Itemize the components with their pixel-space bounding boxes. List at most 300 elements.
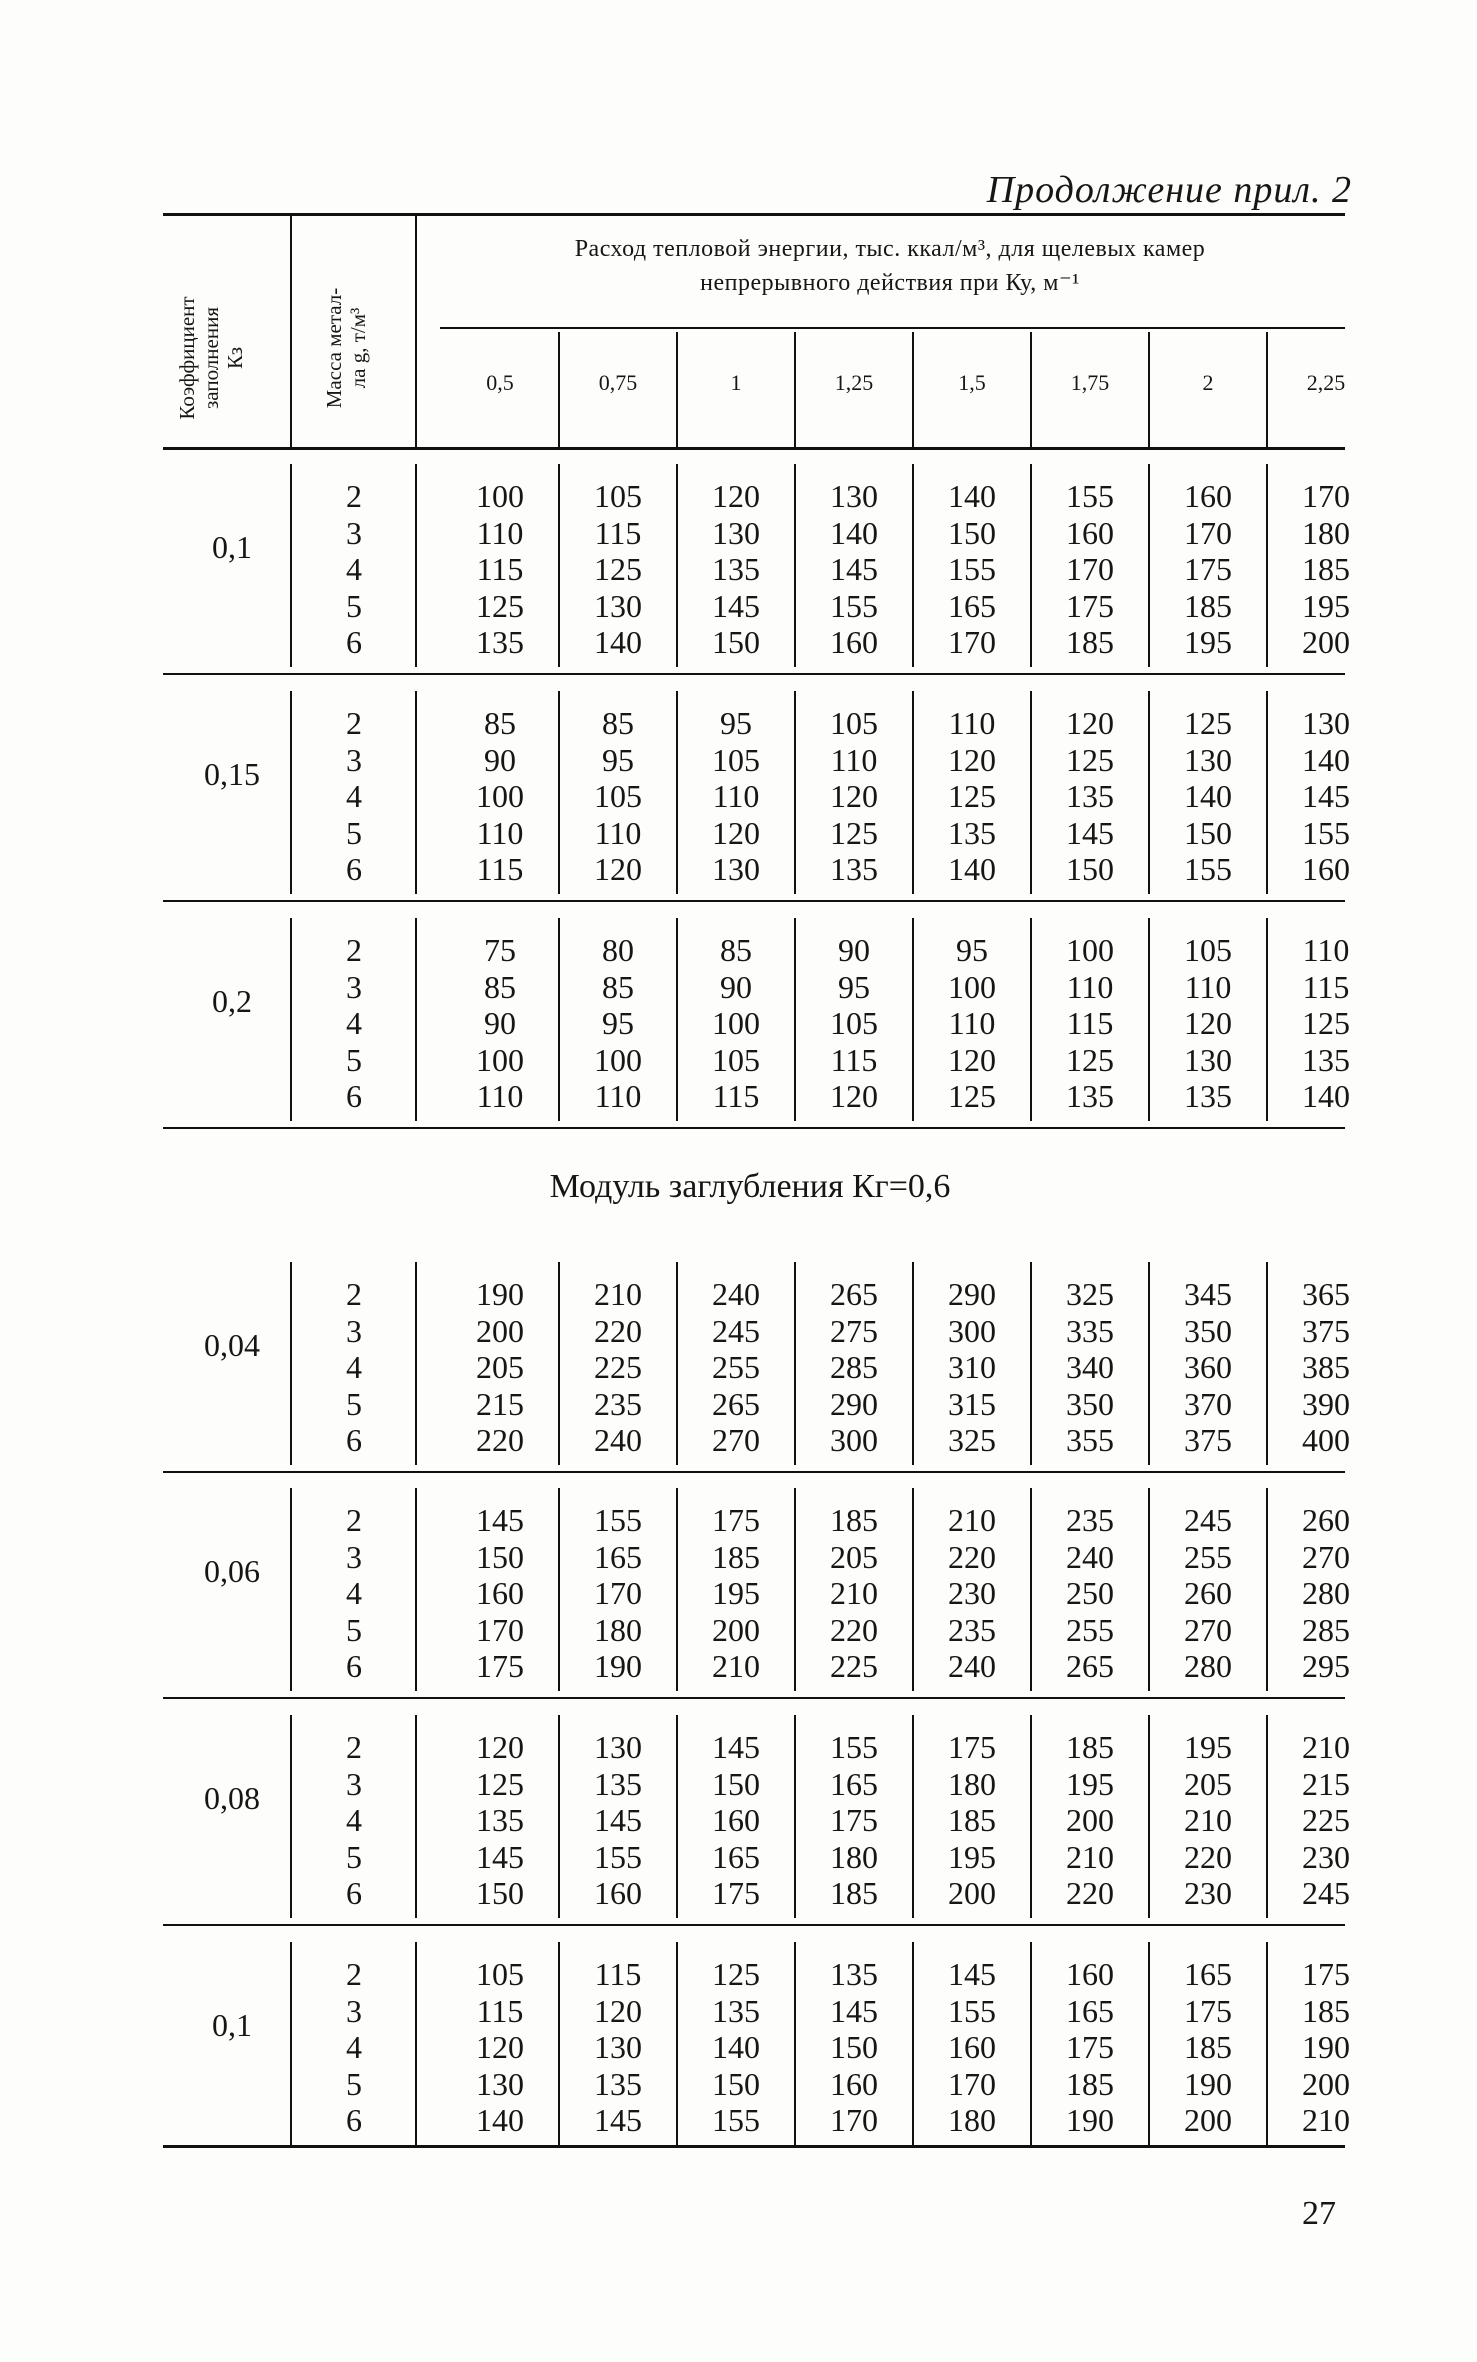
heat-value-cell: 180 [948, 2102, 996, 2138]
ky-value: 2 [1202, 370, 1214, 395]
heat-value-cell: 155 [948, 1992, 996, 2029]
heat-value-cell: 160 [1184, 478, 1232, 514]
heat-value-cell: 180 [830, 1838, 878, 1875]
heat-value-cell: 150 [1184, 814, 1232, 851]
metal-mass-value: 4 [346, 2029, 362, 2065]
heat-value-cell: 260 [1184, 1575, 1232, 1611]
ky-value: 1,5 [958, 370, 986, 395]
heat-value-cell: 185 [1066, 1729, 1114, 1765]
rule-block-vert [912, 1488, 914, 1691]
rule-block-vert [794, 464, 796, 667]
heat-value-cell: 190 [594, 1648, 642, 1684]
heat-value-cell: 255 [1184, 1538, 1232, 1575]
rule-block-bottom [163, 1471, 1345, 1473]
heat-value-cell: 95 [720, 705, 752, 741]
heat-value-cell: 130 [594, 587, 642, 624]
heat-value-column [1268, 932, 1384, 1115]
heat-value-cell: 220 [948, 1538, 996, 1575]
rule-block-vert [1030, 1262, 1032, 1465]
heat-value-cell: 260 [1302, 1502, 1350, 1538]
heat-value-cell: 335 [1066, 1312, 1114, 1349]
fill-coefficient-value: 0,1 [212, 529, 252, 566]
rule-block-vert [415, 1262, 417, 1465]
heat-value-cell: 120 [830, 778, 878, 814]
heat-value-column [442, 1956, 558, 2139]
heat-value-cell: 205 [476, 1349, 524, 1385]
metal-mass-value: 3 [346, 1538, 362, 1575]
heat-value-cell: 375 [1184, 1422, 1232, 1458]
heat-value-cell: 175 [1302, 1956, 1350, 1992]
heat-value-column [796, 1502, 912, 1685]
rule-block-vert [676, 464, 678, 667]
metal-mass-value: 5 [346, 1611, 362, 1648]
heat-value-cell: 275 [830, 1312, 878, 1349]
heat-value-cell: 135 [476, 624, 524, 660]
heat-value-cell: 390 [1302, 1385, 1350, 1422]
heat-value-cell: 115 [1302, 968, 1350, 1005]
header-line: Коэффициент [175, 296, 199, 420]
metal-mass-value: 5 [346, 1838, 362, 1875]
rule-block-vert [558, 691, 560, 894]
heat-value-column [678, 1276, 794, 1459]
heat-value-cell: 125 [1302, 1005, 1350, 1041]
heat-value-cell: 185 [830, 1502, 878, 1538]
rule-header-vert [558, 332, 560, 447]
rule-block-vert [558, 1262, 560, 1465]
heat-value-cell: 325 [1066, 1276, 1114, 1312]
rule-block-vert [794, 1488, 796, 1691]
rule-block-vert [1030, 1488, 1032, 1691]
ky-value: 1,75 [1070, 370, 1110, 395]
heat-value-column [1150, 705, 1266, 888]
heat-value-cell: 135 [712, 551, 760, 587]
heat-value-cell: 135 [1302, 1041, 1350, 1078]
heat-value-cell: 250 [1066, 1575, 1114, 1611]
rule-block-vert [1030, 691, 1032, 894]
rule-block-vert [912, 1262, 914, 1465]
heat-value-column [796, 932, 912, 1115]
heat-value-cell: 135 [476, 1802, 524, 1838]
heat-value-cell: 120 [1066, 705, 1114, 741]
metal-mass-value: 4 [346, 778, 362, 814]
heat-value-cell: 130 [1302, 705, 1350, 741]
rule-top [163, 213, 1345, 216]
heat-value-cell: 200 [476, 1312, 524, 1349]
fill-coefficient-value: 0,08 [204, 1780, 260, 1817]
heat-value-cell: 190 [476, 1276, 524, 1312]
heat-value-cell: 240 [712, 1276, 760, 1312]
column-header-fill-coefficient [175, 258, 255, 458]
heat-value-column [678, 1956, 794, 2139]
metal-mass-column [314, 932, 394, 1115]
rule-header-vert [415, 216, 417, 447]
heat-value-column [1268, 1729, 1384, 1912]
rule-block-vert [1148, 464, 1150, 667]
heat-value-cell: 140 [712, 2029, 760, 2065]
heat-value-cell: 195 [1302, 587, 1350, 624]
page-title: Продолжение прил. 2 [986, 169, 1352, 211]
heat-value-cell: 280 [1302, 1575, 1350, 1611]
rule-block-bottom [163, 1697, 1345, 1699]
heat-value-cell: 150 [948, 514, 996, 551]
rule-block-vert [676, 691, 678, 894]
heat-value-cell: 90 [720, 968, 752, 1005]
heat-value-cell: 345 [1184, 1276, 1232, 1312]
heat-value-column [678, 705, 794, 888]
rule-block-bottom [163, 1127, 1345, 1129]
heat-value-cell: 190 [1302, 2029, 1350, 2065]
heat-value-cell: 155 [1302, 814, 1350, 851]
heat-value-cell: 135 [594, 1765, 642, 1802]
heat-value-cell: 150 [830, 2029, 878, 2065]
rule-block-vert [794, 918, 796, 1121]
rule-header-vert [912, 332, 914, 447]
heat-value-cell: 270 [1184, 1611, 1232, 1648]
rule-block-vert [290, 1488, 292, 1691]
rule-header-mid [440, 327, 1345, 329]
heat-value-cell: 165 [830, 1765, 878, 1802]
heat-value-column [796, 1956, 912, 2139]
heat-value-cell: 215 [1302, 1765, 1350, 1802]
heat-value-cell: 185 [830, 1875, 878, 1911]
heat-value-cell: 285 [1302, 1611, 1350, 1648]
heat-value-cell: 125 [830, 814, 878, 851]
heat-value-column [796, 1276, 912, 1459]
heat-value-cell: 245 [1184, 1502, 1232, 1538]
heat-value-column [796, 705, 912, 888]
heat-value-cell: 195 [1184, 1729, 1232, 1765]
heat-value-cell: 195 [948, 1838, 996, 1875]
heat-value-cell: 385 [1302, 1349, 1350, 1385]
heat-value-cell: 150 [476, 1875, 524, 1911]
heat-value-cell: 100 [476, 778, 524, 814]
metal-mass-value: 2 [346, 932, 362, 968]
heat-value-cell: 400 [1302, 1422, 1350, 1458]
heat-value-cell: 370 [1184, 1385, 1232, 1422]
heat-value-cell: 220 [1066, 1875, 1114, 1911]
heat-value-cell: 185 [1302, 1992, 1350, 2029]
rule-block-vert [676, 1262, 678, 1465]
heat-value-column [1268, 1502, 1384, 1685]
rule-block-vert [794, 691, 796, 894]
heat-value-cell: 235 [1066, 1502, 1114, 1538]
heat-value-cell: 300 [948, 1312, 996, 1349]
heat-value-cell: 155 [594, 1502, 642, 1538]
heat-value-cell: 85 [484, 968, 516, 1005]
rule-block-vert [1266, 918, 1268, 1121]
heat-value-cell: 75 [484, 932, 516, 968]
heat-value-cell: 160 [1066, 1956, 1114, 1992]
rule-block-vert [1266, 1715, 1268, 1918]
metal-mass-column [314, 705, 394, 888]
metal-mass-value: 6 [346, 624, 362, 660]
header-line: заполнения [199, 307, 223, 409]
rule-block-vert [676, 1942, 678, 2145]
metal-mass-value: 6 [346, 1422, 362, 1458]
heat-value-cell: 100 [594, 1041, 642, 1078]
heat-value-cell: 110 [594, 814, 642, 851]
rule-block-vert [290, 1262, 292, 1465]
heat-value-column [1268, 1956, 1384, 2139]
heat-value-cell: 155 [594, 1838, 642, 1875]
heat-value-cell: 225 [830, 1648, 878, 1684]
heat-value-cell: 200 [948, 1875, 996, 1911]
heat-value-cell: 265 [830, 1276, 878, 1312]
heat-value-cell: 110 [948, 1005, 996, 1041]
heat-value-column [1268, 1276, 1384, 1459]
rule-block-bottom [163, 673, 1345, 675]
heat-value-cell: 200 [1302, 2065, 1350, 2102]
heat-value-column [914, 705, 1030, 888]
heat-value-cell: 175 [948, 1729, 996, 1765]
heat-value-cell: 140 [594, 624, 642, 660]
heat-value-cell: 135 [1066, 1078, 1114, 1114]
rule-block-vert [415, 1942, 417, 2145]
heat-value-cell: 245 [1302, 1875, 1350, 1911]
heat-value-column [914, 1276, 1030, 1459]
heat-value-column [442, 705, 558, 888]
heat-value-cell: 150 [476, 1538, 524, 1575]
rule-block-vert [1148, 1488, 1150, 1691]
heat-value-column [442, 1276, 558, 1459]
heat-value-cell: 110 [1066, 968, 1114, 1005]
heat-value-cell: 105 [830, 705, 878, 741]
rule-header-vert [1148, 332, 1150, 447]
heat-value-column [1032, 932, 1148, 1115]
heat-value-cell: 125 [476, 587, 524, 624]
heat-value-cell: 195 [1184, 624, 1232, 660]
heat-value-cell: 110 [830, 741, 878, 778]
heat-value-cell: 135 [1184, 1078, 1232, 1114]
heat-value-cell: 210 [712, 1648, 760, 1684]
rule-block-vert [1030, 918, 1032, 1121]
heat-value-cell: 125 [476, 1765, 524, 1802]
heat-value-cell: 155 [830, 1729, 878, 1765]
heat-value-cell: 105 [594, 778, 642, 814]
heat-value-cell: 175 [830, 1802, 878, 1838]
heat-value-cell: 125 [594, 551, 642, 587]
heat-value-column [1150, 1729, 1266, 1912]
heat-value-cell: 100 [476, 478, 524, 514]
rule-header-bottom [163, 447, 1345, 450]
heat-value-cell: 315 [948, 1385, 996, 1422]
rule-block-vert [1266, 1262, 1268, 1465]
rule-block-vert [1148, 918, 1150, 1121]
metal-mass-value: 4 [346, 1005, 362, 1041]
header-line: непрерывного действия при Ку, м⁻¹ [700, 270, 1080, 296]
heat-value-cell: 145 [712, 1729, 760, 1765]
heat-value-cell: 135 [712, 1992, 760, 2029]
rule-block-vert [1266, 1488, 1268, 1691]
rule-block-vert [558, 918, 560, 1121]
rule-block-vert [676, 1488, 678, 1691]
heat-value-cell: 95 [602, 1005, 634, 1041]
rule-block-vert [1148, 1262, 1150, 1465]
rule-block-vert [1266, 691, 1268, 894]
fill-coefficient-value: 0,04 [204, 1327, 260, 1364]
heat-value-cell: 170 [948, 624, 996, 660]
heat-value-cell: 325 [948, 1422, 996, 1458]
rule-block-vert [912, 1715, 914, 1918]
rule-block-vert [1030, 1715, 1032, 1918]
metal-mass-column [314, 1956, 394, 2139]
fill-coefficient-value: 0,15 [204, 756, 260, 793]
heat-value-column [442, 478, 558, 661]
rule-block-vert [676, 918, 678, 1121]
heat-value-column [560, 1956, 676, 2139]
heat-value-cell: 145 [1066, 814, 1114, 851]
heat-value-cell: 130 [1184, 741, 1232, 778]
heat-value-cell: 235 [594, 1385, 642, 1422]
heat-value-cell: 210 [948, 1502, 996, 1538]
heat-value-cell: 145 [948, 1956, 996, 1992]
heat-value-cell: 120 [712, 478, 760, 514]
heat-value-cell: 95 [602, 741, 634, 778]
metal-mass-value: 3 [346, 1992, 362, 2029]
rule-header-vert [676, 332, 678, 447]
fill-coefficient-value: 0,1 [212, 2007, 252, 2044]
rule-block-vert [794, 1262, 796, 1465]
heat-value-cell: 220 [476, 1422, 524, 1458]
heat-value-cell: 210 [830, 1575, 878, 1611]
heat-value-cell: 100 [476, 1041, 524, 1078]
heat-value-cell: 125 [712, 1956, 760, 1992]
heat-value-cell: 200 [1066, 1802, 1114, 1838]
heat-value-cell: 100 [1066, 932, 1114, 968]
heat-value-cell: 265 [1066, 1648, 1114, 1684]
heat-value-cell: 145 [830, 1992, 878, 2029]
heat-value-cell: 115 [476, 851, 524, 887]
heat-value-cell: 135 [1066, 778, 1114, 814]
heat-value-column [678, 932, 794, 1115]
rule-block-vert [290, 1715, 292, 1918]
heat-value-cell: 185 [1066, 624, 1114, 660]
heat-value-cell: 160 [830, 624, 878, 660]
heat-value-cell: 175 [712, 1875, 760, 1911]
fill-coefficient-value: 0,06 [204, 1553, 260, 1590]
heat-value-cell: 160 [476, 1575, 524, 1611]
metal-mass-column [314, 1729, 394, 1912]
heat-value-cell: 185 [1302, 551, 1350, 587]
rule-block-vert [415, 1488, 417, 1691]
heat-value-cell: 160 [712, 1802, 760, 1838]
metal-mass-value: 2 [346, 1276, 362, 1312]
metal-mass-value: 5 [346, 587, 362, 624]
heat-value-cell: 100 [948, 968, 996, 1005]
heat-value-cell: 150 [712, 2065, 760, 2102]
column-header-heat-consumption [440, 232, 1340, 300]
metal-mass-value: 3 [346, 514, 362, 551]
heat-value-cell: 155 [1184, 851, 1232, 887]
heat-value-cell: 185 [1066, 2065, 1114, 2102]
rule-block-vert [1148, 691, 1150, 894]
heat-value-cell: 180 [948, 1765, 996, 1802]
heat-value-cell: 240 [948, 1648, 996, 1684]
ky-value: 0,5 [486, 370, 514, 395]
heat-value-cell: 240 [594, 1422, 642, 1458]
heat-value-cell: 105 [476, 1956, 524, 1992]
ky-value: 0,75 [598, 370, 638, 395]
heat-value-cell: 105 [594, 478, 642, 514]
heat-value-cell: 340 [1066, 1349, 1114, 1385]
heat-value-cell: 195 [1066, 1765, 1114, 1802]
heat-value-column [796, 1729, 912, 1912]
metal-mass-value: 5 [346, 2065, 362, 2102]
heat-value-cell: 140 [948, 851, 996, 887]
heat-value-cell: 290 [948, 1276, 996, 1312]
heat-value-cell: 225 [594, 1349, 642, 1385]
metal-mass-value: 6 [346, 1875, 362, 1911]
heat-value-cell: 195 [712, 1575, 760, 1611]
heat-value-cell: 175 [476, 1648, 524, 1684]
heat-value-cell: 210 [594, 1276, 642, 1312]
heat-value-cell: 115 [476, 551, 524, 587]
heat-value-cell: 95 [956, 932, 988, 968]
metal-mass-value: 6 [346, 851, 362, 887]
heat-value-cell: 290 [830, 1385, 878, 1422]
heat-value-cell: 140 [1184, 778, 1232, 814]
heat-value-cell: 170 [594, 1575, 642, 1611]
rule-block-bottom [163, 900, 1345, 902]
heat-value-column [560, 1729, 676, 1912]
metal-mass-value: 5 [346, 814, 362, 851]
heat-value-cell: 145 [594, 2102, 642, 2138]
heat-value-cell: 120 [594, 1992, 642, 2029]
heat-value-cell: 225 [1302, 1802, 1350, 1838]
heat-value-cell: 120 [476, 2029, 524, 2065]
heat-value-column [678, 1502, 794, 1685]
heat-value-cell: 360 [1184, 1349, 1232, 1385]
heat-value-cell: 110 [476, 1078, 524, 1114]
heat-value-column [1032, 1956, 1148, 2139]
heat-value-cell: 125 [1184, 705, 1232, 741]
heat-value-cell: 185 [1184, 587, 1232, 624]
heat-value-column [914, 478, 1030, 661]
heat-value-cell: 90 [838, 932, 870, 968]
metal-mass-value: 6 [346, 1648, 362, 1684]
heat-value-cell: 105 [712, 741, 760, 778]
heat-value-cell: 125 [948, 778, 996, 814]
heat-value-cell: 175 [1184, 1992, 1232, 2029]
heat-value-cell: 85 [720, 932, 752, 968]
heat-value-cell: 115 [830, 1041, 878, 1078]
heat-value-cell: 375 [1302, 1312, 1350, 1349]
heat-value-cell: 145 [594, 1802, 642, 1838]
rule-block-vert [1030, 464, 1032, 667]
heat-value-cell: 160 [1066, 514, 1114, 551]
heat-value-cell: 125 [1066, 1041, 1114, 1078]
heat-value-cell: 85 [602, 705, 634, 741]
heat-value-cell: 130 [712, 514, 760, 551]
heat-value-cell: 120 [476, 1729, 524, 1765]
heat-value-cell: 295 [1302, 1648, 1350, 1684]
metal-mass-value: 2 [346, 1956, 362, 1992]
fill-coefficient-value: 0,2 [212, 983, 252, 1020]
heat-value-cell: 285 [830, 1349, 878, 1385]
heat-value-column [560, 1276, 676, 1459]
heat-value-cell: 200 [1184, 2102, 1232, 2138]
heat-value-cell: 130 [594, 1729, 642, 1765]
heat-value-cell: 205 [830, 1538, 878, 1575]
heat-value-cell: 105 [830, 1005, 878, 1041]
metal-mass-value: 5 [346, 1041, 362, 1078]
heat-value-cell: 90 [484, 741, 516, 778]
metal-mass-value: 4 [346, 1575, 362, 1611]
heat-value-cell: 185 [712, 1538, 760, 1575]
heat-value-cell: 120 [594, 851, 642, 887]
heat-value-cell: 80 [602, 932, 634, 968]
heat-value-cell: 155 [1066, 478, 1114, 514]
